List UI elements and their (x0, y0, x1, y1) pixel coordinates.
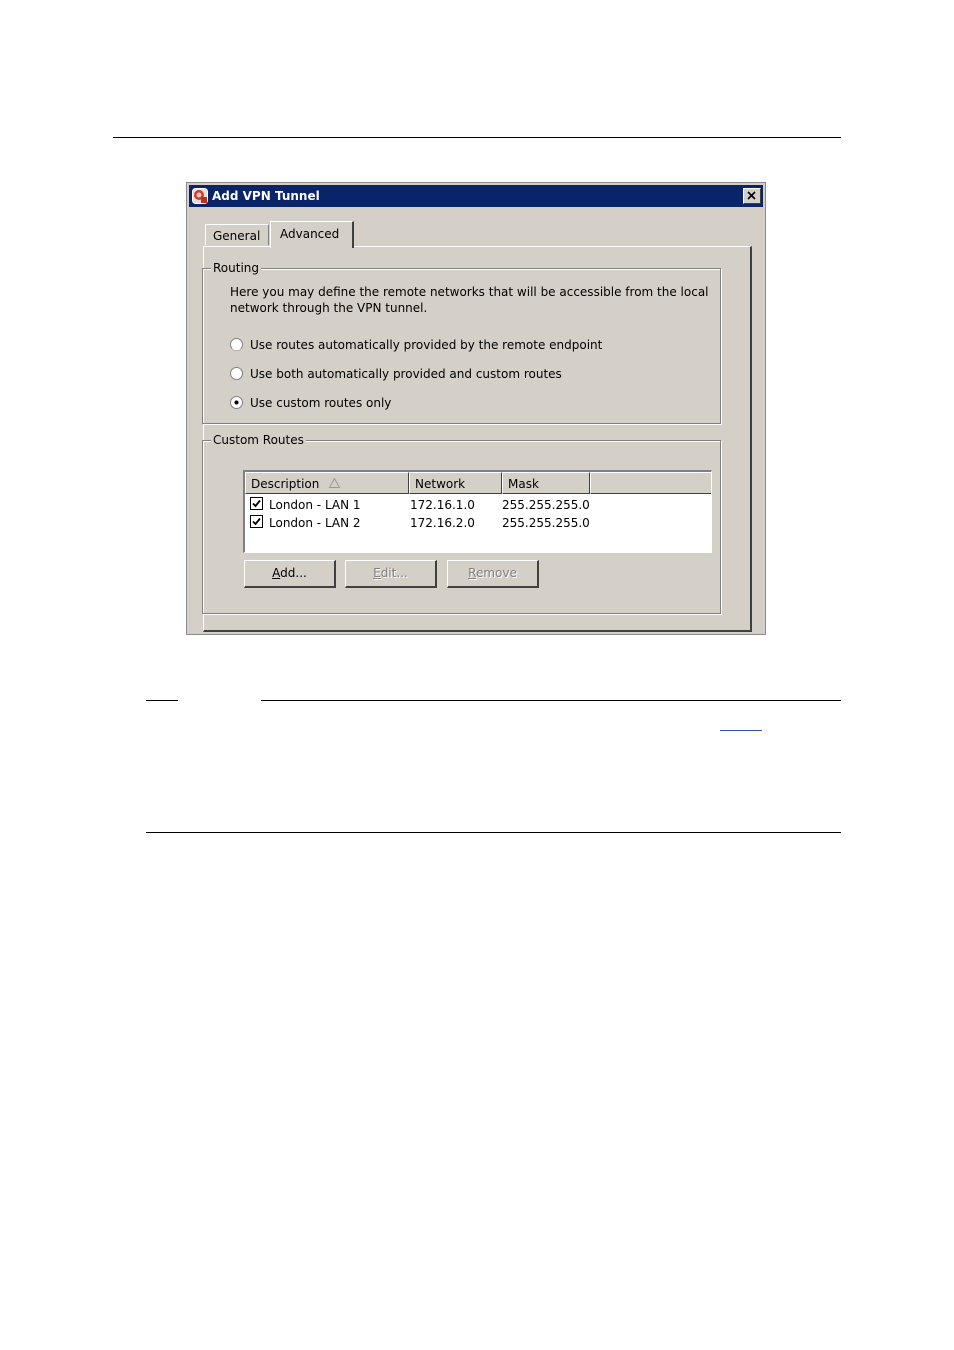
column-mask-label: Mask (508, 477, 539, 491)
tab-general-label: General (213, 229, 261, 243)
tab-advanced-label: Advanced (280, 227, 340, 241)
routing-description: Here you may define the remote networks that will be accessible from the local network through the VPN tunnel. (230, 285, 709, 315)
route-mask: 255.255.255.0 (502, 498, 590, 512)
note-rule-bottom (146, 832, 841, 833)
route-network: 172.16.1.0 (410, 498, 475, 512)
table-row[interactable] (245, 514, 711, 532)
column-header-mask[interactable] (502, 472, 590, 494)
custom-routes-list[interactable] (243, 470, 712, 553)
column-header-filler (590, 472, 712, 494)
checkbox-checked-icon[interactable] (250, 497, 263, 510)
radio-both-routes-label: Use both automatically provided and custom routes (250, 367, 562, 381)
checkbox-checked-icon[interactable] (250, 515, 263, 528)
column-network-label: Network (415, 477, 466, 491)
dialog-title: Add VPN Tunnel (212, 189, 320, 203)
add-rest: dd... (280, 566, 307, 580)
route-description: London - LAN 2 (269, 516, 361, 530)
link-underline[interactable] (720, 730, 762, 731)
column-header-description[interactable] (245, 472, 409, 494)
radio-custom-only-label: Use custom routes only (250, 396, 392, 410)
dialog-content (186, 182, 766, 635)
column-header-network[interactable] (409, 472, 502, 494)
column-description-label: Description (251, 477, 320, 491)
edit-rest: dit... (380, 566, 408, 580)
radio-checked-icon (230, 396, 243, 409)
routing-legend: Routing (213, 261, 260, 275)
sort-ascending-icon (329, 478, 340, 488)
route-mask: 255.255.255.0 (502, 516, 590, 530)
add-accel: A (272, 566, 281, 580)
note-rule-short (146, 700, 178, 701)
list-header (245, 472, 711, 494)
add-route-button[interactable] (244, 560, 336, 588)
remove-accel: R (468, 566, 476, 580)
edit-accel: E (373, 566, 381, 580)
page-rule-top (113, 137, 841, 138)
radio-unchecked-icon (230, 338, 243, 351)
remove-route-button[interactable] (447, 560, 539, 588)
table-row[interactable] (245, 496, 711, 514)
note-rule-long (261, 700, 841, 701)
custom-routes-legend: Custom Routes (213, 433, 304, 447)
remove-rest: emove (475, 566, 517, 580)
edit-route-button[interactable] (345, 560, 437, 588)
radio-auto-routes-label: Use routes automatically provided by the remote endpoint (250, 338, 603, 352)
tab-advanced[interactable] (270, 221, 354, 248)
radio-unchecked-icon (230, 367, 243, 380)
route-network: 172.16.2.0 (410, 516, 475, 530)
route-description: London - LAN 1 (269, 498, 361, 512)
